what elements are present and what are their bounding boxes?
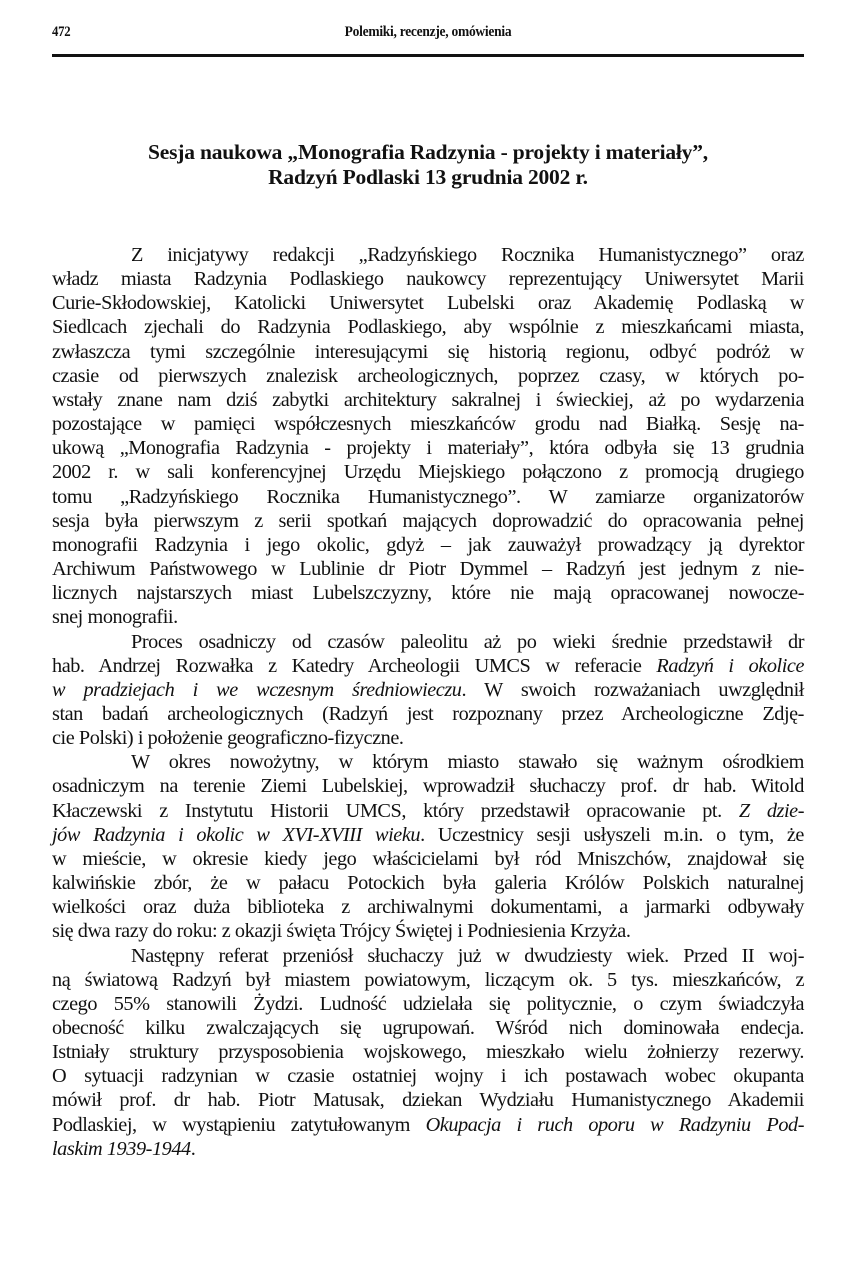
italic-title-text: Z dzie- (738, 799, 804, 822)
text-segment: . Uczestnicy sesji usłyszeli m.in. o tym, że (420, 823, 804, 846)
article-title-line-2: Radzyń Podlaski 13 grudnia 2002 r. (268, 165, 588, 189)
text-line (52, 1113, 804, 1137)
text-line (52, 1064, 804, 1088)
text-segment: Curie-Skłodowskiej, Katolicki Uniwersytet Lubelski oraz Akademię Podlaską w (52, 292, 804, 315)
text-segment: ukową „Monografia Radzynia - projekty i materiały”, która odbyła się 13 grudnia (52, 437, 804, 460)
paragraph (52, 630, 804, 751)
paragraph (52, 750, 804, 943)
text-line (52, 388, 804, 412)
italic-title-text: Radzyń i okolice (656, 654, 804, 677)
text-line (52, 871, 804, 895)
text-line (52, 581, 804, 605)
text-segment: O sytuacji radzynian w czasie ostatniej wojny i ich postawach wobec okupanta (52, 1065, 804, 1088)
text-segment: . W swoich rozważaniach uwzględnił (461, 678, 804, 701)
text-line (52, 630, 804, 654)
text-line (52, 895, 804, 919)
text-segment: czego 55% stanowili Żydzi. Ludność udzielała się politycznie, o czym świadczyła (52, 992, 804, 1015)
text-segment: władz miasta Radzynia Podlaskiego naukowcy reprezentujący Uniwersytet Marii (52, 268, 804, 291)
text-line (52, 702, 804, 726)
text-segment: Proces osadniczy od czasów paleolitu aż po wieki średnie przedstawił dr (131, 630, 804, 653)
text-segment: ną światową Radzyń był miastem powiatowym, liczącym ok. 5 tys. mieszkańców, z (52, 968, 804, 991)
text-segment: W okres nowożytny, w którym miasto stawało się ważnym ośrodkiem (131, 751, 804, 774)
text-segment: w mieście, w okresie kiedy jego właścicielami był ród Mniszchów, znajdował się (52, 847, 804, 870)
text-line (52, 605, 804, 629)
text-segment: Istniały struktury przysposobienia wojskowego, mieszkało wielu żołnierzy rezerwy. (52, 1041, 804, 1064)
paragraph (52, 243, 804, 630)
text-line (52, 436, 804, 460)
text-segment: czasie od pierwszych znalezisk archeologicznych, poprzez czasy, w których po- (52, 364, 804, 387)
text-line (52, 315, 804, 339)
italic-title-text: w pradziejach i we wczesnym średniowieczu (52, 678, 462, 701)
text-line (52, 364, 804, 388)
text-segment: Archiwum Państwowego w Lublinie dr Piotr Dymmel – Radzyń jest jednym z nie- (52, 558, 804, 581)
article-body (52, 243, 804, 1161)
text-segment: Z inicjatywy redakcji „Radzyńskiego Rocznika Humanistycznego” oraz (131, 244, 804, 266)
text-line (52, 750, 804, 774)
text-segment: Podlaskiej, w wystąpieniu zatytułowanym (52, 1113, 426, 1136)
text-line (52, 992, 804, 1016)
text-segment: się dwa razy do roku: z okazji święta Trójcy Świętej i Podniesienia Krzyża. (52, 920, 631, 943)
text-line (52, 533, 804, 557)
text-line (52, 340, 804, 364)
text-segment: wstały znane nam dziś zabytki architektury sakralnej i świeckiej, aż po wydarzenia (52, 388, 804, 411)
text-line (52, 460, 804, 484)
header-rule (52, 54, 804, 57)
text-line (52, 1016, 804, 1040)
text-segment: cie Polski) i położenie geograficzno-fizyczne. (52, 727, 404, 750)
text-line (52, 678, 804, 702)
italic-title-text: Okupacja i ruch oporu w Radzyniu Pod- (425, 1113, 805, 1136)
text-line (52, 726, 804, 750)
text-line (52, 267, 804, 291)
text-segment: snej monografii. (52, 606, 178, 629)
text-line (52, 412, 804, 436)
text-segment: obecność kilku zwalczających się ugrupowań. Wśród nich dominowała endecja. (52, 1017, 804, 1039)
text-segment: wielkości oraz duża biblioteka z archiwalnymi dokumentami, a jarmarki odbywały (52, 896, 804, 919)
text-line (52, 944, 804, 968)
italic-title-text: jów Radzynia i okolic w XVI-XVIII wieku (52, 823, 421, 846)
text-line (52, 485, 804, 509)
text-segment: monografii Radzynia i jego okolic, gdyż – jak zauważył prowadzący ją dyrektor (52, 533, 804, 556)
text-segment: pozostające w pamięci współczesnych mieszkańców grodu nad Białką. Sesję na- (52, 413, 804, 436)
italic-title-text: laskim 1939-1944 (52, 1137, 191, 1160)
text-line (52, 557, 804, 581)
article-title-line-1: Sesja naukowa „Monografia Radzynia - projekty i materiały”, (148, 140, 708, 164)
text-line (52, 1137, 804, 1161)
text-segment: Następny referat przeniósł słuchaczy już w dwudziesty wiek. Przed II woj- (131, 944, 804, 967)
section-title: Polemiki, recenzje, omówienia (344, 24, 512, 40)
text-segment: tomu „Radzyńskiego Rocznika Humanistycznego”. W zamiarze organizatorów (52, 485, 804, 508)
text-line (52, 799, 804, 823)
running-header (52, 22, 804, 46)
text-line (52, 243, 804, 267)
text-line (52, 847, 804, 871)
text-segment: osadniczym na terenie Ziemi Lubelskiej, wprowadził słuchaczy prof. dr hab. Witold (52, 775, 804, 798)
text-segment: mówił prof. dr hab. Piotr Matusak, dziekan Wydziału Humanistycznego Akademii (52, 1089, 804, 1112)
text-line (52, 291, 804, 315)
text-segment: 2002 r. w sali konferencyjnej Urzędu Miejskiego połączono z promocją drugiego (52, 461, 804, 484)
text-segment: hab. Andrzej Rozwałka z Katedry Archeologii UMCS w referacie (52, 654, 657, 677)
article-title (52, 140, 804, 190)
text-segment: sesja była pierwszym z serii spotkań mających doprowadzić do opracowania pełnej (52, 509, 804, 532)
text-segment: Kłaczewski z Instytutu Historii UMCS, który przedstawił opracowanie pt. (52, 799, 739, 822)
text-line (52, 919, 804, 943)
text-line (52, 823, 804, 847)
text-segment: stan badań archeologicznych (Radzyń jest rozpoznany przez Archeologiczne Zdję- (52, 702, 804, 725)
text-segment: Siedlcach zjechali do Radzynia Podlaskiego, aby wspólnie z mieszkańcami miasta, (52, 316, 804, 339)
text-segment: zwłaszcza tymi szczególnie interesującymi się historią regionu, odbyć podróż w (52, 340, 804, 363)
paragraph (52, 944, 804, 1161)
page-number: 472 (52, 24, 71, 40)
text-segment: licznych najstarszych miast Lubelszczyzny, które nie mają opracowanej nowocze- (52, 582, 804, 605)
text-line (52, 509, 804, 533)
text-segment: . (190, 1137, 196, 1160)
text-line (52, 1088, 804, 1112)
text-line (52, 1040, 804, 1064)
text-segment: kalwińskie zbór, że w pałacu Potockich była galeria Królów Polskich naturalnej (52, 872, 804, 895)
text-line (52, 774, 804, 798)
text-line (52, 654, 804, 678)
text-line (52, 968, 804, 992)
